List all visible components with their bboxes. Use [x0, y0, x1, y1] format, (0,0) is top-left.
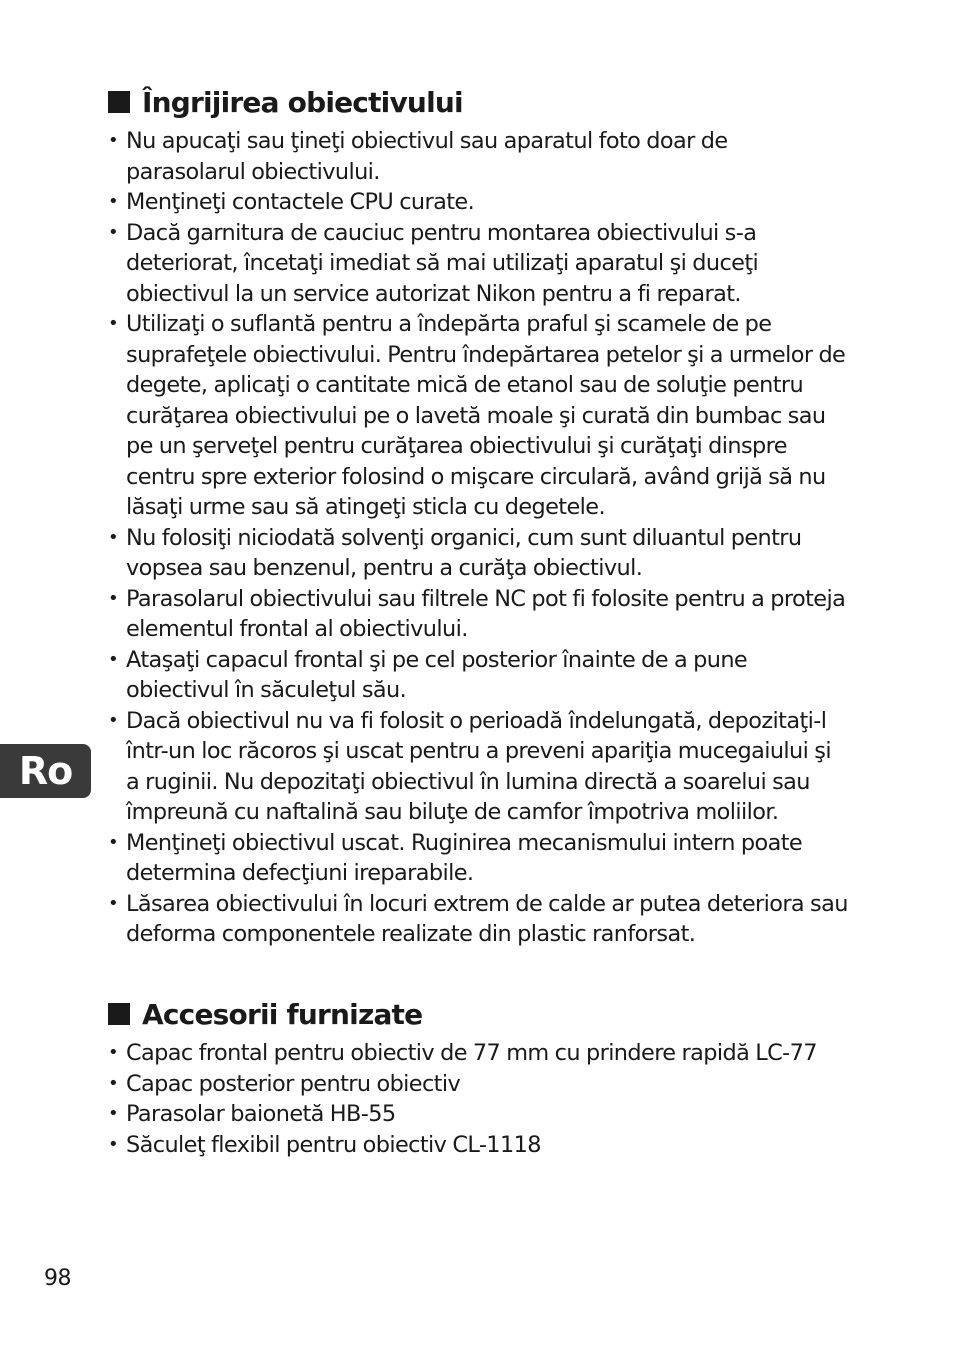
list-item: • Lăsarea obiectivului în locuri extrem de calde ar putea deteriora sau deforma componentele realizate din plastic ranforsat.: [108, 889, 848, 950]
section-square-icon: [108, 91, 130, 113]
lens-care-heading: [108, 82, 848, 122]
list-item: • Parasolarul obiectivului sau filtrele NC pot fi folosite pentru a proteja elementul frontal al obiectivului.: [108, 584, 848, 645]
list-item: • Săculeţ flexibil pentru obiectiv CL-1118: [108, 1130, 848, 1161]
list-item: • Ataşaţi capacul frontal şi pe cel posterior înainte de a pune obiectivul în săculeţul său.: [108, 645, 848, 706]
list-item: • Dacă garnitura de cauciuc pentru montarea obiectivului s-a deteriorat, încetaţi imediat să mai utilizaţi aparatul şi duceţi obiectivul la un service autorizat Nikon pentru a fi reparat.: [108, 218, 848, 310]
accessories-heading: [108, 994, 848, 1034]
list-item: • Nu folosiţi niciodată solvenţi organici, cum sunt diluantul pentru vopsea sau benzenul, pentru a curăţa obiectivul.: [108, 523, 848, 584]
list-item: • Utilizaţi o suflantă pentru a îndepărta praful şi scamele de pe suprafeţele obiectivului. Pentru îndepărtarea petelor şi a urmelor de degete, aplicaţi o cantitate mică de etanol sau de soluţie pentru curăţarea obiectivului pe o lavetă moale şi curată din bumbac sau pe un şerveţel pentru curăţarea obiectivului şi curăţaţi dinspre centru spre exterior folosind o mişcare circulară, având grijă să nu lăsaţi urme sau să atingeţi sticla cu degetele.: [108, 309, 848, 523]
list-item: • Dacă obiectivul nu va fi folosit o perioadă îndelungată, depozitaţi-l într-un loc răcoros şi uscat pentru a preveni apariţia mucegaiului şi a ruginii. Nu depozitaţi obiectivul în lumina directă a soarelui sau împreună cu naftalină sau biluţe de camfor împotriva moliilor.: [108, 706, 848, 828]
supplied-accessories-section: [108, 994, 848, 1160]
lens-care-list: [108, 126, 848, 950]
lens-care-title: Îngrijirea obiectivului: [142, 85, 463, 119]
language-tab: Ro: [0, 744, 91, 798]
page-number: 98: [44, 1266, 71, 1291]
list-item: • Nu apucaţi sau ţineţi obiectivul sau aparatul foto doar de parasolarul obiectivului.: [108, 126, 848, 187]
list-item: • Menţineţi obiectivul uscat. Ruginirea mecanismului intern poate determina defecţiuni ireparabile.: [108, 828, 848, 889]
accessories-title: Accesorii furnizate: [142, 997, 423, 1031]
list-item: • Capac posterior pentru obiectiv: [108, 1069, 848, 1100]
section-square-icon: [108, 1003, 130, 1025]
list-item: • Menţineţi contactele CPU curate.: [108, 187, 848, 218]
accessories-list: [108, 1038, 848, 1160]
list-item: • Capac frontal pentru obiectiv de 77 mm cu prindere rapidă LC-77: [108, 1038, 848, 1069]
lens-care-section: [108, 82, 848, 950]
list-item: • Parasolar baionetă HB-55: [108, 1099, 848, 1130]
